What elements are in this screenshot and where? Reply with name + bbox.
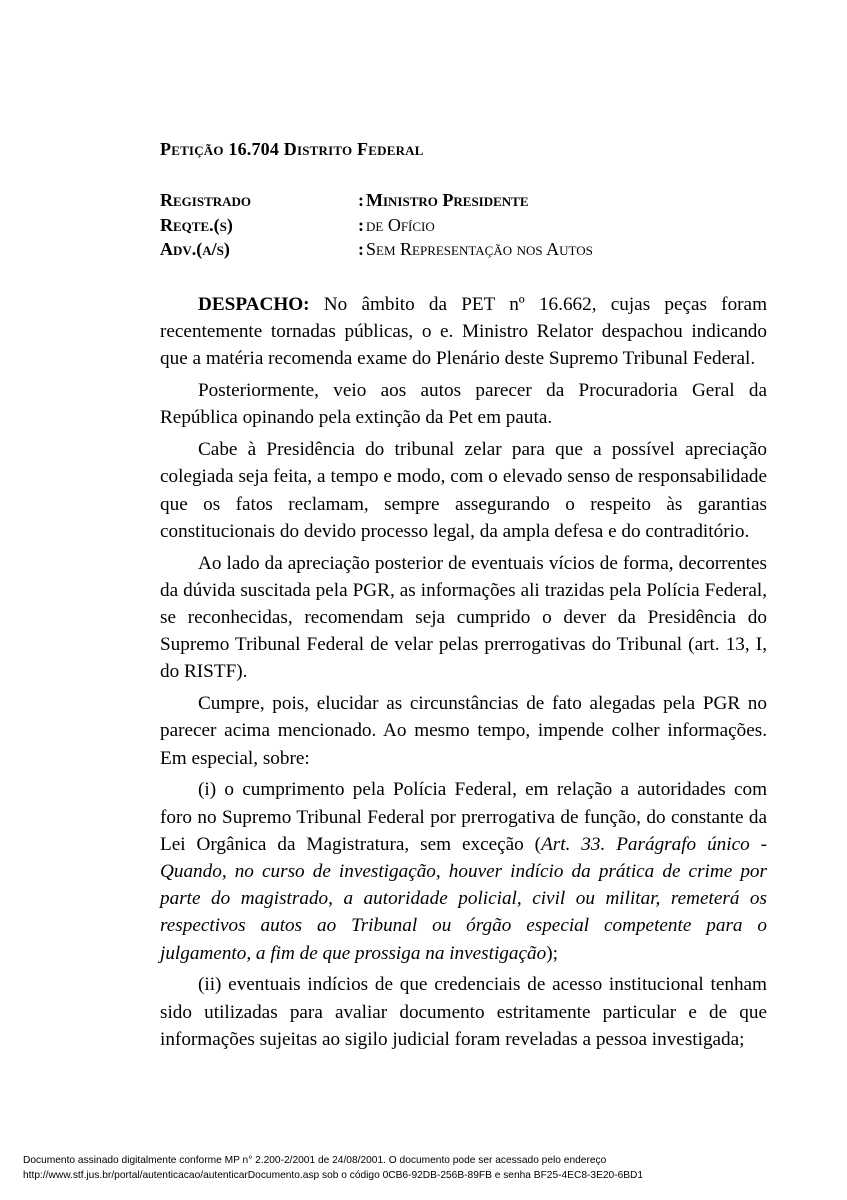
paragraph-text-end: ); (546, 942, 558, 964)
footer-line-2: http://www.stf.jus.br/portal/autenticacao/autenticarDocumento.asp sob o código 0CB6-92DB-256B-89FB e senha BF25-4EC8-3E20-6BD1 (23, 1169, 644, 1181)
legal-quote: Art. 33. Parágrafo único - Quando, no curso de investigação, houver indício da prática de crime por parte do magistrado, a autoridade policial, civil ou militar, remeterá os respectivos autos ao Tribunal ou órgão especial competente para o julgamento, a fim de que prossiga na investigação (160, 833, 768, 964)
paragraph-item-i (160, 776, 767, 966)
meta-value: Ministro Presidente (366, 190, 529, 210)
meta-label: Registrado (160, 190, 252, 210)
paragraph-despacho (160, 291, 767, 373)
paragraph-text: No âmbito da PET nº 16.662, cujas peças foram recentemente tornadas públicas, o e. Ministro Relator despachou indicando que a matéria recomenda exame do Plenário deste Supremo Tribunal Federal. (160, 294, 767, 370)
meta-row-reqte (160, 213, 780, 238)
dispatch-body (160, 291, 767, 1058)
meta-value: Sem Representação nos Autos (366, 239, 593, 259)
meta-label: Reqte.(s) (160, 214, 233, 235)
paragraph-item-ii: (ii) eventuais indícios de que credenciais de acesso institucional tenham sido utilizadas para avaliar documento estritamente particular e de que informações sujeitas ao sigilo judicial foram reveladas a pessoa investigada; (160, 974, 767, 1050)
signature-footer (23, 1154, 833, 1183)
paragraph-text: (i) o cumprimento pela Polícia Federal, em relação a autoridades com foro no Supremo Tribunal Federal por prerrogativa de função, do constante da Lei Orgânica da Magistratura, sem exceção ( (160, 779, 767, 855)
case-metadata (160, 188, 780, 262)
meta-value: de Ofício (366, 214, 435, 235)
meta-separator: : (358, 214, 364, 235)
meta-separator: : (358, 239, 364, 259)
despacho-heading: DESPACHO: (198, 294, 310, 315)
document-title: Petição 16.704 Distrito Federal (160, 139, 424, 159)
meta-row-registrado (160, 188, 780, 213)
paragraph-2: Posteriormente, veio aos autos parecer da Procuradoria Geral da República opinando pela extinção da Pet em pauta. (160, 380, 767, 429)
meta-row-adv (160, 237, 780, 262)
paragraph-3: Cabe à Presidência do tribunal zelar para que a possível apreciação colegiada seja feita, a tempo e modo, com o elevado senso de responsabilidade que os fatos reclamam, sempre assegurando o respeito às garantias constitucionais do devido processo legal, da ampla defesa e do contraditório. (160, 439, 767, 542)
footer-line-1: Documento assinado digitalmente conforme MP n° 2.200-2/2001 de 24/08/2001. O documento pode ser acessado pelo endereço (23, 1155, 607, 1166)
meta-label: Adv.(a/s) (160, 239, 230, 259)
meta-separator: : (358, 190, 364, 210)
paragraph-4: Ao lado da apreciação posterior de eventuais vícios de forma, decorrentes da dúvida suscitada pela PGR, as informações ali trazidas pela Polícia Federal, se reconhecidas, recomendam seja cumprido o dever da Presidência do Supremo Tribunal Federal de velar pelas prerrogativas do Tribunal (art. 13, I, do RISTF). (160, 552, 767, 683)
paragraph-5: Cumpre, pois, elucidar as circunstâncias de fato alegadas pela PGR no parecer acima mencionado. Ao mesmo tempo, impende colher informações. Em especial, sobre: (160, 693, 767, 769)
